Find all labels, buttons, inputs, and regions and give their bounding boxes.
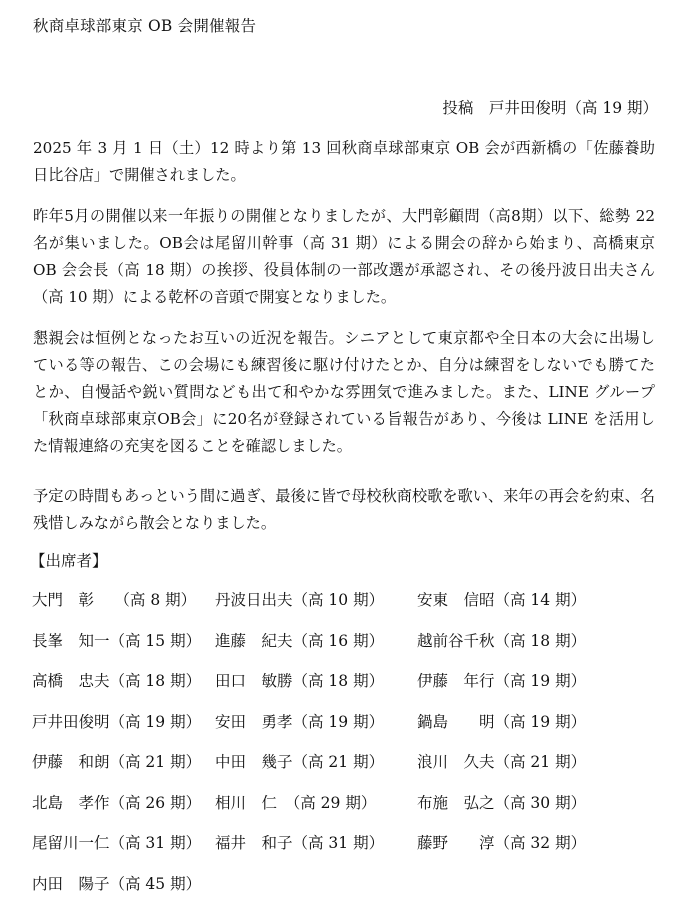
attendee-name: 戸井田俊明（高 19 期） [32, 712, 202, 731]
attendee-name: 越前谷千秋（高 18 期） [417, 631, 587, 650]
author-line: 投稿 戸井田俊明（高 19 期） [442, 99, 658, 117]
paragraph-event-date: 2025 年 3 月 1 日（土）12 時より第 13 回秋商卓球部東京 OB 会が西新橋の「佐藤養助日比谷店」で開催されました。 [33, 139, 655, 184]
attendee-name: 大門 彰 （高 8 期） [32, 591, 197, 609]
attendee-name: 内田 陽子（高 45 期） [32, 874, 202, 893]
attendee-name: 丹波日出夫（高 10 期） [215, 591, 385, 609]
attendee-name: 北島 孝作（高 26 期） [32, 793, 202, 812]
attendee-name: 中田 幾子（高 21 期） [215, 753, 385, 771]
attendee-name: 浪川 久夫（高 21 期） [417, 753, 587, 771]
attendee-row [32, 669, 662, 710]
paragraph-social: 懇親会は恒例となったお互いの近況を報告。シニアとして東京都や全日本の大会に出場している等の報告、この会場にも練習後に駆け付けたとか、自分は練習をしないでも勝てたとか、自慢話や鋭い質問なども出て和やかな雰囲気で進みました。また、LINE グループ「秋商卓球部東京OB会」に20名が登録されている旨報告があり、今後は LINE を活用した情報連絡の充実を図ることを確認しました。 [33, 329, 655, 455]
attendee-row [32, 710, 662, 751]
attendee-name: 布施 弘之（高 30 期） [417, 793, 587, 812]
attendee-name: 安田 勇孝（高 19 期） [215, 712, 385, 731]
paragraph-closing: 予定の時間もあっという間に過ぎ、最後に皆で母校秋商校歌を歌い、来年の再会を約束、名残惜しみながら散会となりました。 [33, 487, 655, 532]
attendee-name: 伊藤 和朗（高 21 期） [32, 753, 202, 771]
attendees-heading: 【出席者】 [30, 552, 108, 570]
attendee-name: 高橋 忠夫（高 18 期） [32, 672, 202, 690]
attendee-name: 尾留川一仁（高 31 期） [32, 834, 202, 852]
document-title: 秋商卓球部東京 OB 会開催報告 [33, 17, 257, 35]
attendee-name: 進藤 紀夫（高 16 期） [215, 631, 385, 650]
attendee-name: 安東 信昭（高 14 期） [417, 591, 587, 609]
attendee-name: 伊藤 年行（高 19 期） [417, 672, 587, 690]
attendee-name: 福井 和子（高 31 期） [215, 834, 385, 852]
attendee-name: 鍋島 明（高 19 期） [417, 712, 587, 731]
attendee-row [32, 872, 662, 913]
attendee-row [32, 750, 662, 791]
attendee-row [32, 629, 662, 670]
attendee-name: 相川 仁 （高 29 期） [215, 793, 377, 812]
attendees-list [32, 588, 662, 912]
attendee-name: 田口 敏勝（高 18 期） [215, 672, 385, 690]
attendee-row [32, 831, 662, 872]
attendee-row [32, 791, 662, 832]
paragraph-opening: 昨年5月の開催以来一年振りの開催となりましたが、大門彰顧問（高8期）以下、総勢 22 名が集いました。OB会は尾留川幹事（高 31 期）による開会の辞から始まり、高橋東京 OB 会会長（高 18 期）の挨拶、役員体制の一部改選が承認され、その後丹波日出夫さん（高 10 期）による乾杯の音頭で開宴となりました。 [33, 207, 655, 306]
attendee-name: 藤野 淳（高 32 期） [417, 834, 587, 852]
attendee-name: 長峯 知一（高 15 期） [32, 631, 202, 650]
attendee-row [32, 588, 662, 629]
